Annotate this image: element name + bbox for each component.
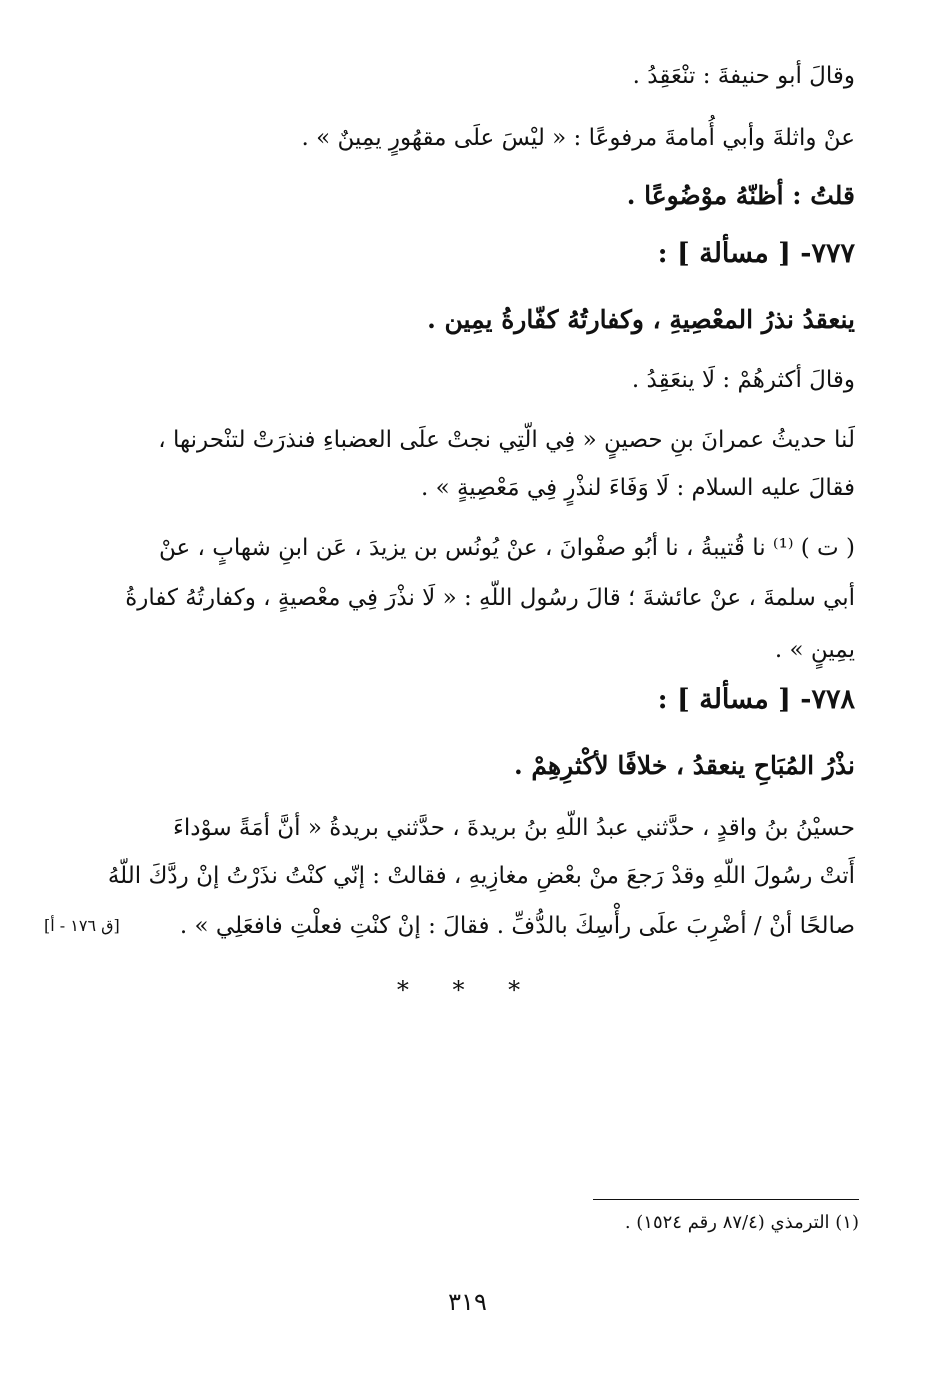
footnote: (١) الترمذي (٨٧/٤ رقم ١٥٢٤) . xyxy=(624,1212,859,1233)
text-line-14: حسيْنُ بنُ واقدٍ ، حدَّثني عبدُ اللّهِ بنُ بريدةَ ، حدَّثني بريدةُ « أنَّ أمَةً سوْداءَ xyxy=(173,815,855,841)
section-separator: * * * xyxy=(396,976,539,1004)
text-line-7: لَنا حديثُ عمرانَ بنِ حصينٍ « فِي الّتِي نجتْ علَى العضباءِ فنذرَتْ لتنْحرنها ، xyxy=(158,427,855,453)
text-line-16: صالحًا أنْ / أضْرِبَ علَى رأْسِكَ بالدُّفِّ . فقالَ : إنْ كنْتِ فعلْتِ فافعَلِي » . xyxy=(179,913,855,939)
text-line-3: قلتُ : أظنّهُ موْضُوعًا . xyxy=(626,181,855,210)
section-heading-778: ٧٧٨- [ مسألة ] : xyxy=(657,684,855,715)
text-line-2: عنْ واثلةَ وأبي أُمامةَ مرفوعًا : « ليْسَ علَى مقهُورٍ يمِينٌ » . xyxy=(301,125,855,151)
manuscript-folio-note: [ق ١٧٦ - أ] xyxy=(44,916,120,935)
footnote-divider xyxy=(593,1199,859,1200)
text-line-8: فقالَ عليه السلام : لَا وَفَاءَ لنذْرٍ فِي مَعْصِيةٍ » . xyxy=(420,475,855,501)
text-line-11: يمِينٍ » . xyxy=(774,637,855,663)
section-heading-777: ٧٧٧- [ مسألة ] : xyxy=(657,238,855,269)
ruling-line-778: نذْرُ المُبَاحِ ينعقدُ ، خلافًا لأكْثرِهِمْ . xyxy=(513,751,855,780)
page-number: ٣١٩ xyxy=(448,1288,487,1316)
text-line-9: ( ت ) ⁽¹⁾ نا قُتيبةُ ، نا أبُو صفْوانَ ، عنْ يُونُس بن يزيدَ ، عَن ابنِ شهابٍ ، عنْ xyxy=(158,535,855,561)
text-line-15: أَتتْ رسُولَ اللّهِ وقدْ رَجعَ منْ بعْضِ مغازِيهِ ، فقالتْ : إنّي كنْتُ نذَرْتُ إنْ ردَّكَ اللّهُ xyxy=(107,863,855,889)
text-line-10: أبي سلمةَ ، عنْ عائشةَ ؛ قالَ رسُول اللّهِ : « لَا نذْرَ فِي معْصيةٍ ، وكفارتُهُ كفارةُ xyxy=(125,585,855,611)
text-line-6: وقالَ أكثرهُمْ : لَا ينعَقِدُ . xyxy=(631,367,855,393)
ruling-line-777: ينعقدُ نذرُ المعْصِيةِ ، وكفارتُهُ كفّارةُ يمِين . xyxy=(427,305,855,334)
text-line-1: وقالَ أبو حنيفةَ : تنْعَقِدُ . xyxy=(632,63,855,89)
